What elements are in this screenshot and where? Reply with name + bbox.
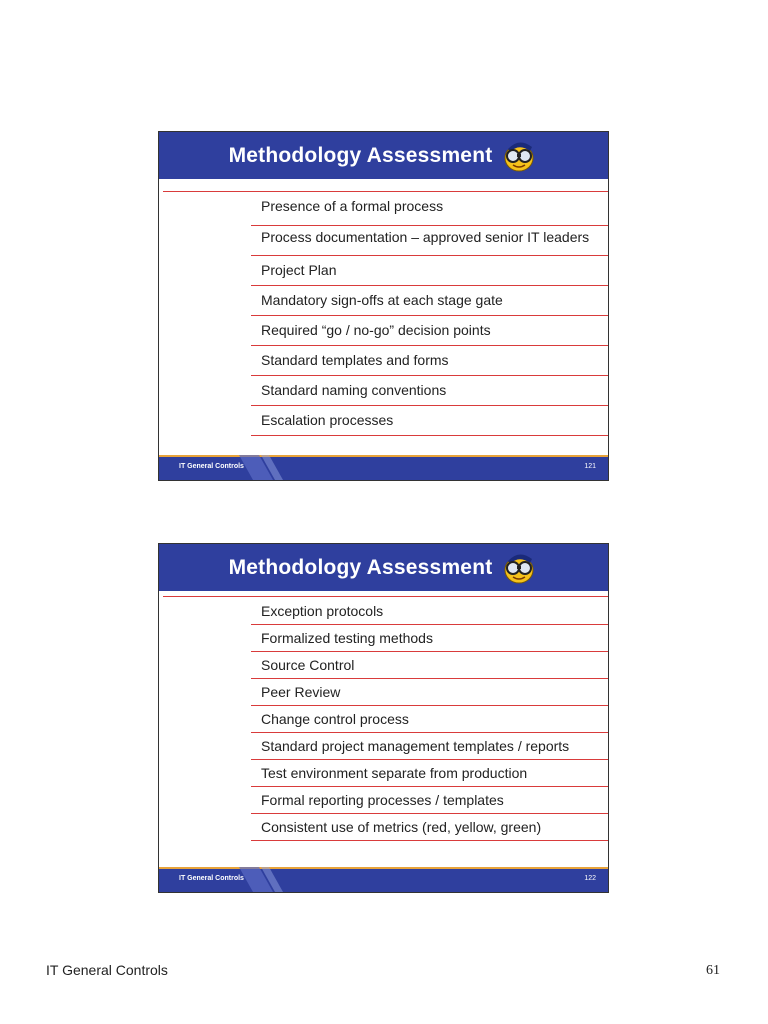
list-item: Process documentation – approved senior IT leaders [251, 226, 608, 256]
mascot-with-binoculars-icon [500, 139, 538, 173]
list-item: Mandatory sign-offs at each stage gate [251, 286, 608, 316]
list-item: Formalized testing methods [251, 625, 608, 652]
mascot-with-binoculars-icon [500, 551, 538, 585]
footer-label: IT General Controls [179, 463, 244, 470]
list-item: Escalation processes [251, 406, 608, 436]
list-item: Required “go / no-go” decision points [251, 316, 608, 346]
title-separator [163, 191, 608, 192]
list-item: Standard templates and forms [251, 346, 608, 376]
slide-title: Methodology Assessment [228, 555, 493, 579]
slide-number: 122 [584, 875, 596, 882]
page-footer-title: IT General Controls [46, 962, 168, 978]
list-item: Project Plan [251, 256, 608, 286]
footer-label: IT General Controls [179, 875, 244, 882]
list-item: Peer Review [251, 679, 608, 706]
slide-number: 121 [584, 463, 596, 470]
list-item: Change control process [251, 706, 608, 733]
slide-footer [159, 455, 608, 480]
slide-title-bar [159, 132, 608, 179]
list-item: Consistent use of metrics (red, yellow, green) [251, 814, 608, 841]
slide-title-bar [159, 544, 608, 591]
bullet-list [251, 598, 608, 841]
list-item: Exception protocols [251, 598, 608, 625]
slide-footer [159, 867, 608, 892]
list-item: Source Control [251, 652, 608, 679]
footer-stripe-decoration [239, 455, 439, 480]
list-item: Formal reporting processes / templates [251, 787, 608, 814]
page-number: 61 [706, 963, 720, 978]
slide-121 [158, 131, 609, 481]
list-item: Test environment separate from production [251, 760, 608, 787]
list-item: Standard project management templates / reports [251, 733, 608, 760]
slide-122 [158, 543, 609, 893]
title-separator [163, 596, 608, 597]
slide-title: Methodology Assessment [228, 143, 493, 167]
list-item: Presence of a formal process [251, 194, 608, 226]
bullet-list [251, 194, 608, 436]
list-item: Standard naming conventions [251, 376, 608, 406]
footer-stripe-decoration [239, 867, 439, 892]
